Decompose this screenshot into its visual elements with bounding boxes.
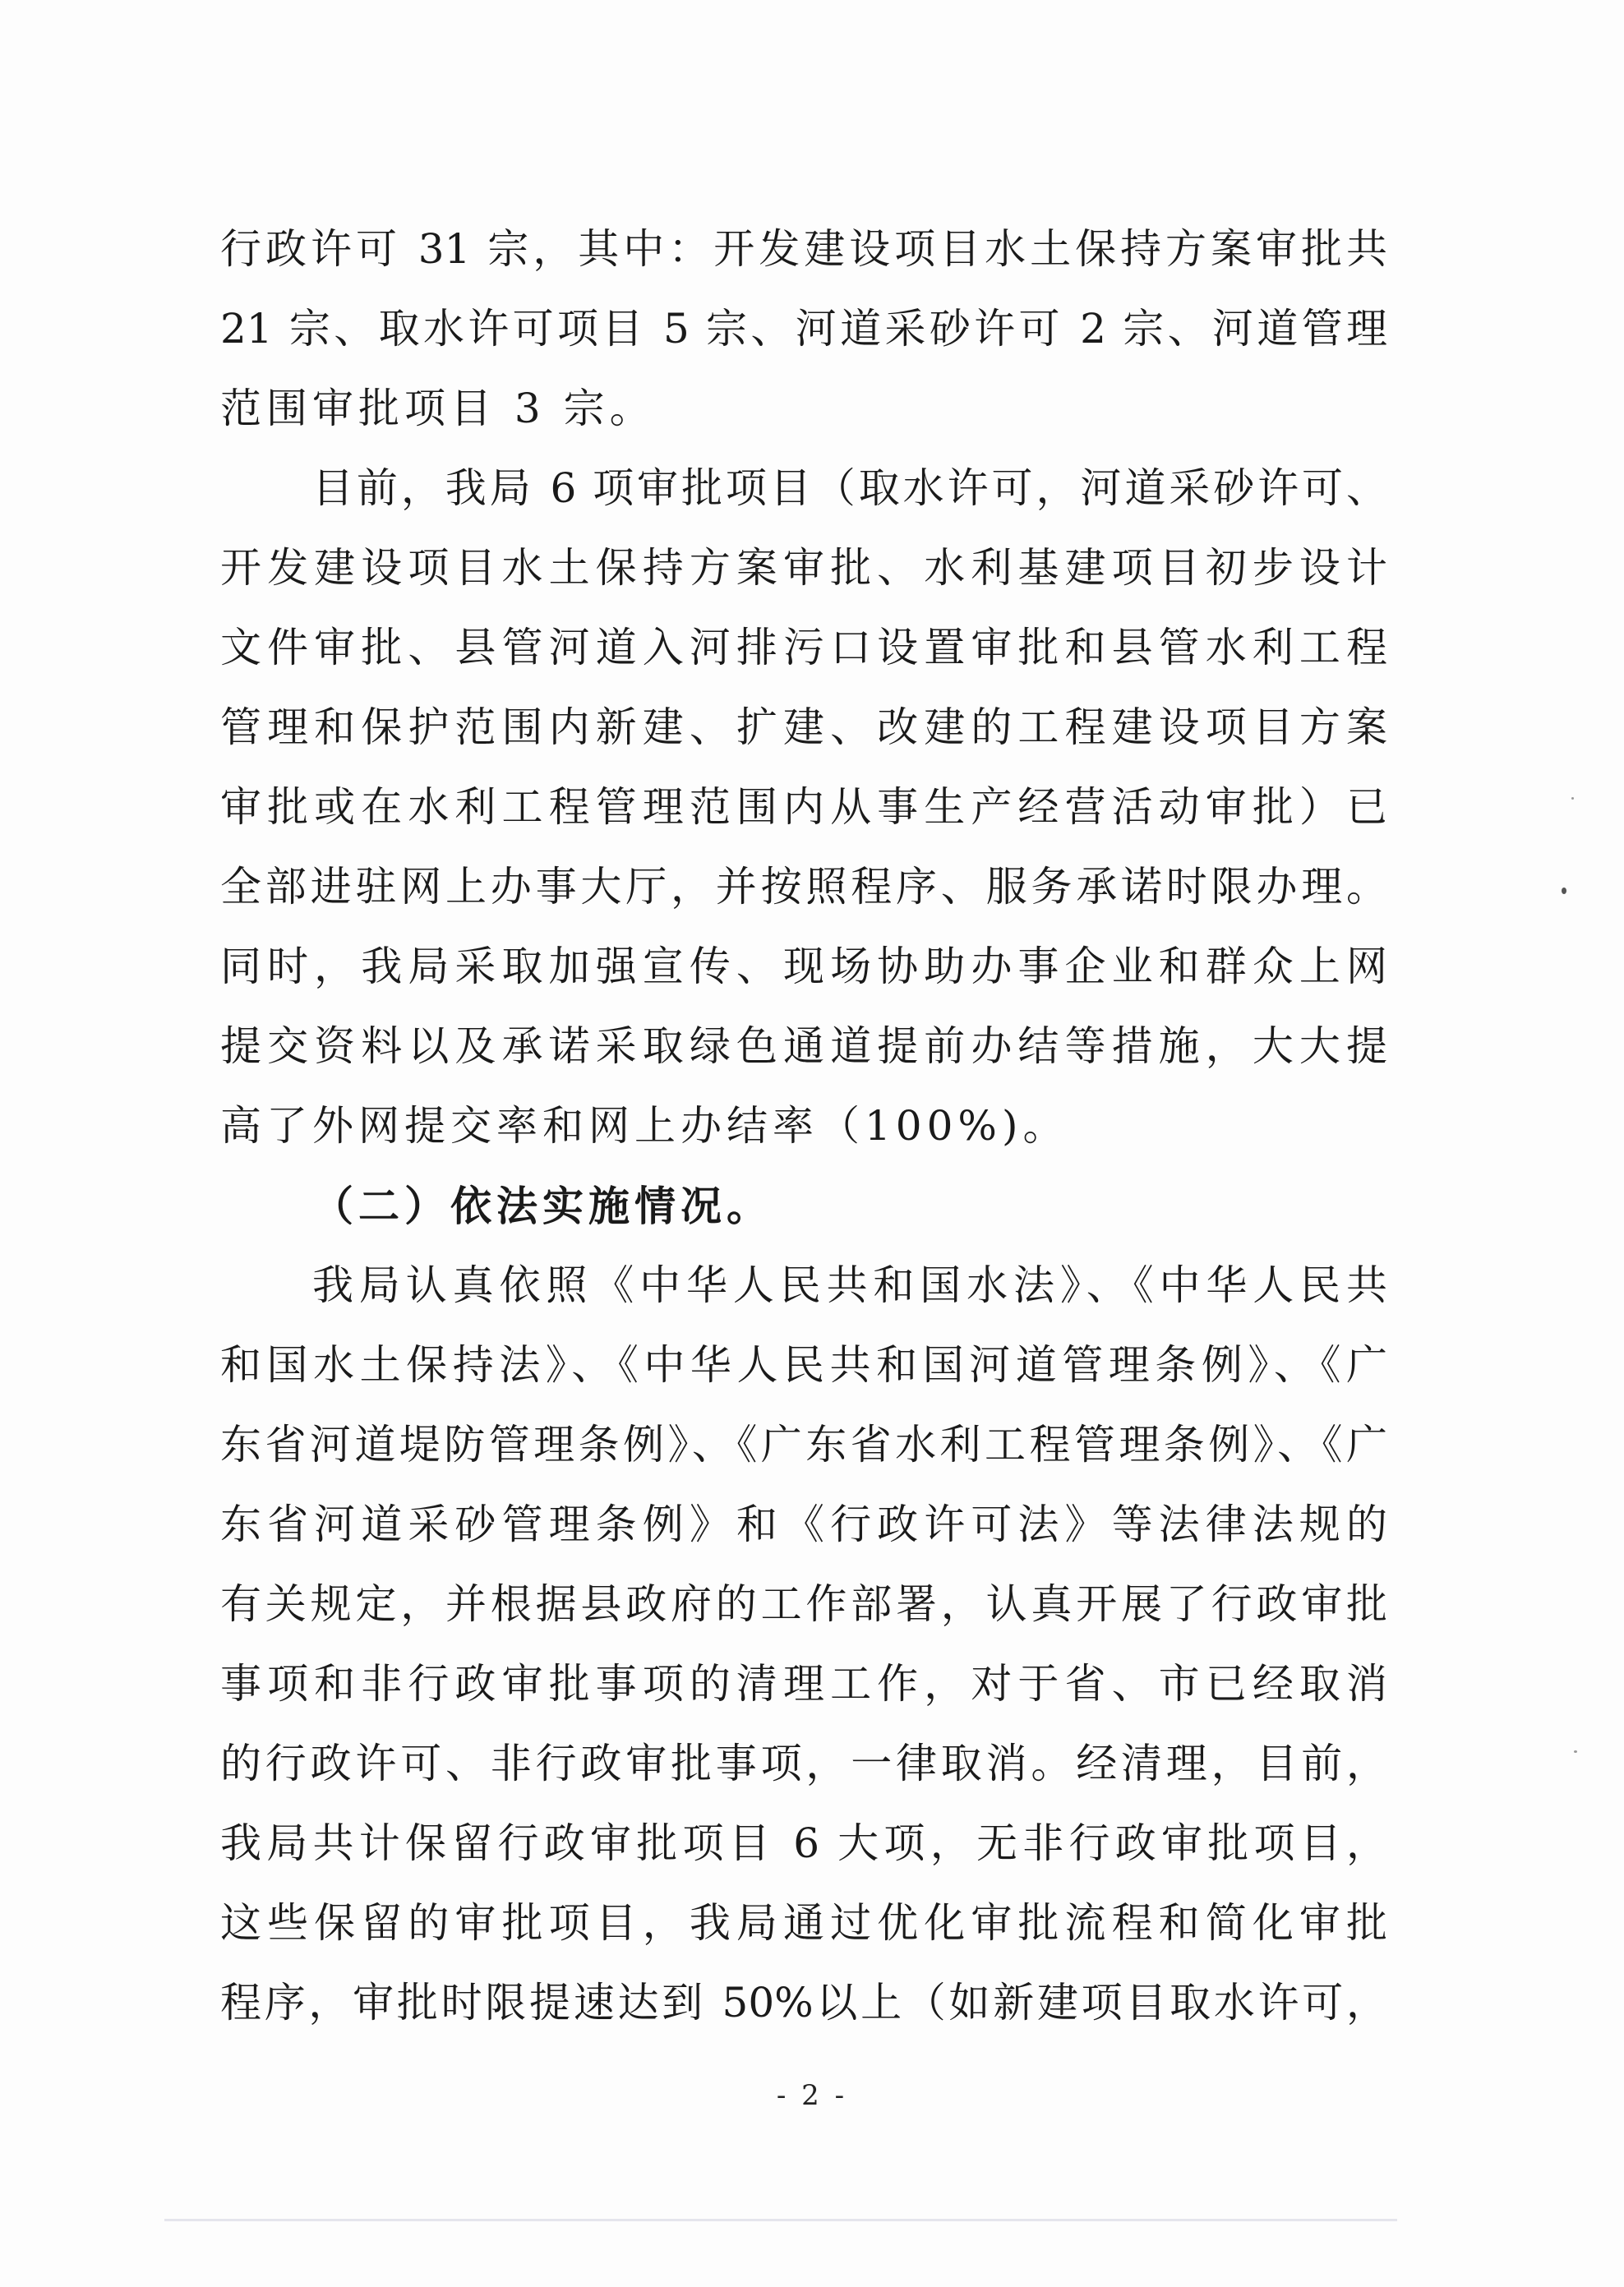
text-line: 事项和非行政审批事项的清理工作，对于省、市已经取消	[220, 1660, 1387, 1708]
text-line: 我局共计保留行政审批项目 6 大项，无非行政审批项目，	[220, 1819, 1387, 1867]
text-line: 的行政许可、非行政审批事项，一律取消。经清理，目前，	[220, 1740, 1387, 1787]
scan-speck	[1571, 797, 1574, 800]
text-line: 提交资料以及承诺采取绿色通道提前办结等措施，大大提	[220, 1022, 1387, 1070]
text-line: 范围审批项目 3 宗。	[220, 385, 656, 432]
text-line: 我局认真依照《中华人民共和国水法》、《中华人民共	[312, 1261, 1387, 1309]
scan-speck	[1562, 888, 1566, 894]
section-heading: （二）依法实施情况。	[312, 1182, 773, 1230]
document-body	[220, 210, 1387, 2043]
text-line: 同时，我局采取加强宣传、现场协助办事企业和群众上网	[220, 943, 1387, 990]
text-line: 高了外网提交率和网上办结率（100%)。	[220, 1102, 1069, 1150]
text-line: 目前，我局 6 项审批项目（取水许可，河道采砂许可、	[312, 464, 1387, 512]
page-number: - 2 -	[776, 2079, 848, 2112]
text-line: 东省河道堤防管理条例》、《广东省水利工程管理条例》、《广	[220, 1421, 1387, 1469]
text-line: 管理和保护范围内新建、扩建、改建的工程建设项目方案	[220, 703, 1387, 751]
scan-speck	[1574, 1750, 1577, 1753]
text-line: 21 宗、取水许可项目 5 宗、河道采砂许可 2 宗、河道管理	[220, 305, 1387, 353]
text-line: 有关规定，并根据县政府的工作部署，认真开展了行政审批	[220, 1580, 1387, 1628]
text-line: 和国水土保持法》、《中华人民共和国河道管理条例》、《广	[220, 1341, 1387, 1389]
text-line: 开发建设项目水土保持方案审批、水利基建项目初步设计	[220, 544, 1387, 592]
text-line: 东省河道采砂管理条例》和《行政许可法》等法律法规的	[220, 1501, 1387, 1548]
text-line: 全部进驻网上办事大厅，并按照程序、服务承诺时限办理。	[220, 863, 1387, 911]
scan-smudge	[164, 2219, 1397, 2221]
text-line: 这些保留的审批项目，我局通过优化审批流程和简化审批	[220, 1899, 1387, 1947]
text-line: 行政许可 31 宗，其中：开发建设项目水土保持方案审批共	[220, 225, 1387, 273]
text-line: 审批或在水利工程管理范围内从事生产经营活动审批）已	[220, 783, 1387, 831]
text-line: 程序，审批时限提速达到 50%以上（如新建项目取水许可，	[220, 1979, 1387, 2026]
text-line: 文件审批、县管河道入河排污口设置审批和县管水利工程	[220, 624, 1387, 671]
